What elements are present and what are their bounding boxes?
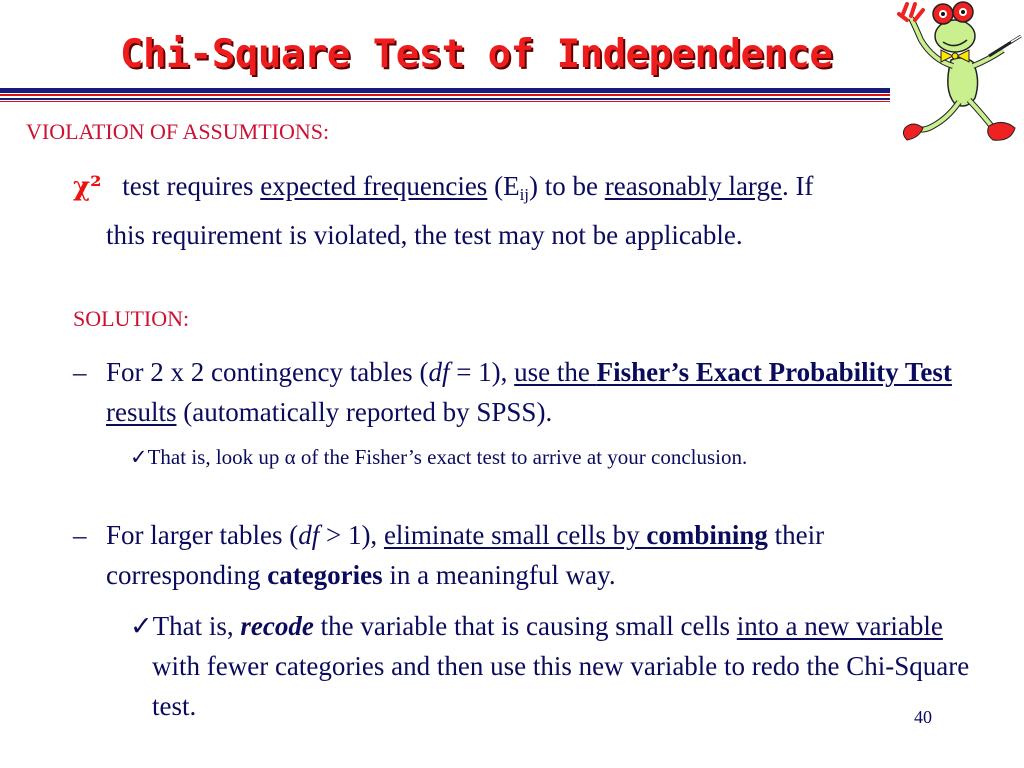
item2-text-2: > 1),: [319, 520, 384, 550]
p1-text-2: (E: [487, 171, 520, 201]
check-item-alpha: [130, 443, 1010, 471]
recode-text-1: That is,: [152, 611, 241, 641]
item2-bold-categories: categories: [267, 560, 383, 590]
list-item-larger-tables: [73, 515, 973, 595]
item1-text-2: = 1),: [449, 357, 515, 387]
p1-text-1: test requires: [122, 171, 261, 201]
p1-text-3: ) to be: [529, 171, 605, 201]
item1-df: df: [428, 357, 450, 387]
title-divider-thin: [0, 98, 890, 100]
frog-mascot-icon: [893, 0, 1024, 150]
check-item-alpha-text: That is, look up α of the Fisher’s exact test to arrive at your conclusion.: [147, 445, 748, 469]
title-divider-red-2: [0, 101, 890, 102]
item1-underline-2: results: [106, 397, 177, 427]
checkmark-icon: ✓: [130, 611, 153, 641]
item2-text-1: For larger tables (: [106, 520, 299, 550]
solution-heading: SOLUTION:: [73, 306, 190, 331]
chi-square-symbol: χ²: [73, 172, 102, 202]
p1-underline-2: reasonably large: [604, 171, 782, 201]
item2-underline-1: eliminate small cells by: [383, 520, 647, 550]
dash-bullet: –: [73, 520, 87, 550]
p1-underline-1: expected frequencies: [260, 171, 488, 201]
item2-text-3: their corresponding: [106, 520, 825, 590]
p1-text-4: . If: [781, 171, 814, 201]
title-divider-red: [0, 94, 890, 96]
title-divider: [0, 88, 890, 93]
requirement-paragraph: [73, 166, 1013, 255]
item2-text-4: in a meaningful way.: [382, 560, 616, 590]
item2-bold-combining: combining: [646, 520, 768, 550]
item2-df: df: [298, 520, 320, 550]
item1-underline-1: use the: [514, 357, 597, 387]
recode-bold-italic: recode: [240, 611, 314, 641]
item1-text-1: For 2 x 2 contingency tables (: [106, 357, 429, 387]
checkmark-icon: ✓: [130, 445, 148, 469]
section-heading: VIOLATION OF ASSUMTIONS:: [26, 119, 330, 144]
page-number: 40: [914, 707, 932, 727]
recode-underline: into a new variable: [736, 611, 943, 641]
list-item-fisher: [73, 352, 973, 432]
check-item-recode: [130, 606, 990, 726]
slide-title: Chi-Square Test of Independence: [120, 32, 833, 77]
recode-text-2: the variable that is causing small cells: [313, 611, 737, 641]
p1-line-2: this requirement is violated, the test may not be applicable.: [106, 220, 743, 250]
dash-bullet: –: [73, 357, 87, 387]
item1-bold-test-name: Fisher’s Exact Probability Test: [596, 357, 952, 387]
p1-subscript: ij: [519, 185, 530, 204]
item1-text-3: (automatically reported by SPSS).: [176, 397, 553, 427]
recode-text-3: with fewer categories and then use this new variable to redo the Chi-Square test.: [152, 651, 970, 721]
